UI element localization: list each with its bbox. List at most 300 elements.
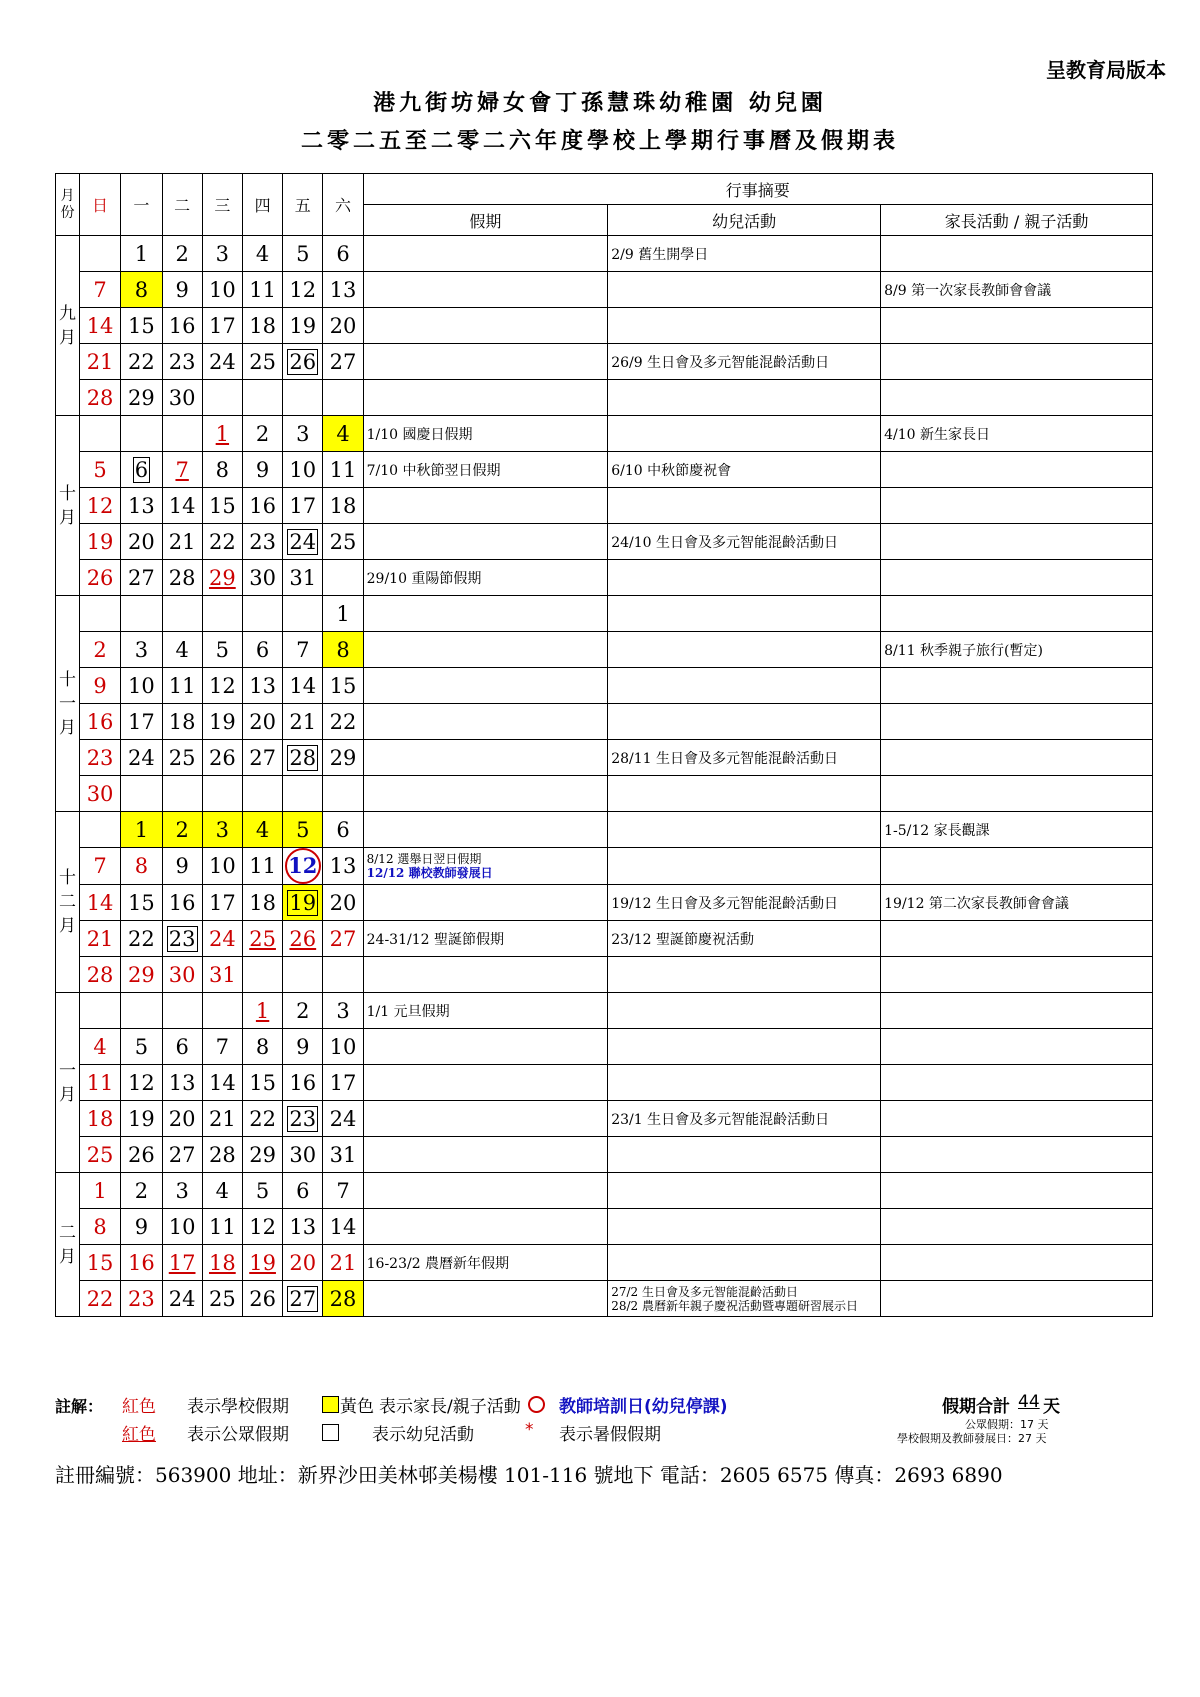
month-name: 一月 [58, 1060, 76, 1105]
parent-activity-cell [881, 344, 1153, 380]
day-cell [283, 812, 323, 848]
day-number: 29 [208, 565, 236, 590]
day-cell [121, 524, 162, 560]
day-cell [79, 380, 120, 416]
day-cell [121, 704, 162, 740]
day-number: 9 [93, 673, 107, 698]
day-cell [162, 1281, 202, 1317]
day-cell [283, 957, 323, 993]
day-number: 8 [134, 277, 149, 302]
parent-activity-cell [881, 776, 1153, 812]
day-cell [202, 1245, 242, 1281]
month-name: 二月 [58, 1222, 76, 1267]
day-number: 10 [208, 277, 236, 302]
parent-activity-cell [881, 740, 1153, 776]
day-number: 9 [175, 854, 189, 878]
legend-yellow-desc: 表示家長/親子活動 [379, 1397, 521, 1417]
month-header: 月份 [56, 174, 80, 236]
day-number: 20 [249, 709, 276, 734]
day-number: 1 [134, 817, 149, 842]
day-number: 6 [255, 637, 270, 662]
day-cell [162, 776, 202, 812]
day-number: 7 [336, 1178, 350, 1203]
week-row [56, 452, 1153, 488]
day-number: 22 [208, 529, 236, 554]
day-number: 13 [329, 854, 357, 878]
parent-activity-cell [881, 993, 1153, 1029]
day-number: 28 [208, 1142, 236, 1167]
day-cell [323, 740, 363, 776]
parent-activity-cell [881, 921, 1153, 957]
yellow-swatch-icon [322, 1394, 339, 1414]
day-number: 25 [249, 349, 276, 374]
day-cell [202, 1101, 242, 1137]
child-activity-cell [608, 1281, 881, 1317]
day-cell [323, 1209, 363, 1245]
week-row [56, 1245, 1153, 1281]
day-cell [202, 1281, 242, 1317]
day-number: 1 [134, 241, 149, 266]
child-activity-cell [608, 416, 881, 452]
week-row [56, 740, 1153, 776]
child-activity-cell [608, 488, 881, 524]
day-cell [202, 632, 242, 668]
day-cell [283, 344, 323, 380]
day-number: 14 [289, 673, 317, 698]
child-activity-text: 27/2 生日會及多元智能混齡活動日 [611, 1284, 798, 1299]
day-cell [121, 740, 162, 776]
legend-total-days: 44 [1018, 1392, 1040, 1412]
day-number: 28 [86, 385, 114, 410]
week-row [56, 632, 1153, 668]
day-number: 6 [296, 1178, 310, 1203]
day-number: 17 [329, 1070, 357, 1095]
day-cell [283, 1281, 323, 1317]
day-number: 24 [208, 349, 236, 374]
day-number: 14 [86, 313, 114, 338]
day-number: 5 [296, 241, 310, 266]
day-cell [323, 416, 363, 452]
day-cell [162, 596, 202, 632]
day-number: 1 [255, 998, 270, 1023]
child-activity-text: 23/12 聖誕節慶祝活動 [611, 931, 755, 948]
week-row [56, 380, 1153, 416]
day-cell [202, 272, 242, 308]
day-cell [323, 1173, 363, 1209]
day-cell [162, 308, 202, 344]
day-number: 10 [289, 457, 317, 482]
day-number: 27 [289, 1286, 317, 1311]
month-label [56, 416, 80, 596]
holiday-cell [363, 488, 608, 524]
day-cell [283, 848, 323, 885]
day-cell [202, 1029, 242, 1065]
holiday-cell [363, 1173, 608, 1209]
day-cell [202, 344, 242, 380]
day-cell [162, 236, 202, 272]
child-activity-cell [608, 848, 881, 885]
day-cell [79, 416, 120, 452]
parent-activity-cell [881, 524, 1153, 560]
parent-activity-cell [881, 1101, 1153, 1137]
holiday-cell [363, 1281, 608, 1317]
day-number: 10 [208, 854, 236, 878]
day-cell [202, 848, 242, 885]
day-cell [242, 236, 282, 272]
day-cell [162, 957, 202, 993]
day-cell [202, 993, 242, 1029]
day-number: 21 [289, 709, 317, 734]
day-cell [79, 1101, 120, 1137]
weekday-header: 六 [323, 174, 363, 236]
day-cell [202, 1065, 242, 1101]
day-cell [79, 308, 120, 344]
legend-red-school: 紅色 [122, 1397, 156, 1417]
month-name: 十二月 [58, 868, 76, 936]
day-number: 18 [249, 313, 276, 338]
day-number: 23 [168, 349, 196, 374]
child-activity-text: 26/9 生日會及多元智能混齡活動日 [611, 354, 830, 371]
legend-red-school-desc: 表示學校假期 [187, 1397, 289, 1417]
child-activity-cell [608, 957, 881, 993]
day-cell [283, 1245, 323, 1281]
day-cell [323, 668, 363, 704]
day-cell [323, 704, 363, 740]
day-number: 2 [175, 241, 189, 266]
day-cell [202, 885, 242, 921]
legend-red-public: 紅色 [122, 1425, 156, 1445]
week-row [56, 416, 1153, 452]
day-number: 19 [289, 890, 317, 915]
parent-activity-header: 家長活動 / 親子活動 [881, 205, 1153, 236]
day-number: 23 [128, 1286, 155, 1311]
day-number: 25 [208, 1286, 236, 1311]
day-cell [242, 1137, 282, 1173]
day-cell [79, 1065, 120, 1101]
day-cell [242, 416, 282, 452]
day-cell [79, 1173, 120, 1209]
month-name: 九月 [58, 303, 76, 348]
day-number: 19 [128, 1106, 155, 1131]
day-cell [323, 524, 363, 560]
child-activity-cell [608, 1101, 881, 1137]
day-cell [202, 488, 242, 524]
day-cell [162, 560, 202, 596]
day-cell [121, 1209, 162, 1245]
day-cell [162, 632, 202, 668]
day-number: 18 [86, 1106, 114, 1131]
week-row [56, 776, 1153, 812]
day-number: 14 [86, 890, 114, 915]
weekday-header: 一 [121, 174, 162, 236]
day-cell [121, 236, 162, 272]
day-number: 21 [208, 1106, 236, 1131]
child-activity-cell [608, 524, 881, 560]
holiday-text: 29/10 重陽節假期 [366, 570, 482, 587]
day-cell [79, 236, 120, 272]
month-label [56, 236, 80, 416]
day-cell [283, 1209, 323, 1245]
day-cell [242, 1173, 282, 1209]
day-cell [202, 1209, 242, 1245]
day-cell [242, 812, 282, 848]
week-row [56, 1029, 1153, 1065]
holiday-cell [363, 560, 608, 596]
day-cell [121, 380, 162, 416]
day-number: 27 [329, 349, 357, 374]
day-cell [121, 1029, 162, 1065]
child-activity-cell [608, 1209, 881, 1245]
day-cell [323, 921, 363, 957]
day-cell [162, 380, 202, 416]
day-number: 28 [86, 962, 114, 987]
day-number: 26 [208, 745, 236, 770]
day-cell [323, 812, 363, 848]
day-number: 7 [93, 854, 107, 878]
week-row [56, 308, 1153, 344]
holiday-text: 1/1 元旦假期 [366, 1003, 450, 1020]
day-number: 8 [93, 1214, 107, 1239]
week-row [56, 812, 1153, 848]
day-cell [202, 1173, 242, 1209]
day-cell [79, 560, 120, 596]
holiday-text: 24-31/12 聖誕節假期 [366, 931, 504, 948]
day-number: 26 [289, 926, 317, 951]
day-cell [323, 380, 363, 416]
day-cell [202, 1137, 242, 1173]
day-number: 29 [128, 385, 155, 410]
parent-activity-cell [881, 812, 1153, 848]
week-row [56, 1101, 1153, 1137]
day-cell [242, 957, 282, 993]
legend-red-public-desc: 表示公眾假期 [187, 1425, 289, 1445]
day-number: 30 [249, 565, 276, 590]
child-activity-cell [608, 1065, 881, 1101]
day-number: 29 [128, 962, 155, 987]
day-cell [242, 740, 282, 776]
day-cell [242, 380, 282, 416]
parent-activity-cell [881, 1029, 1153, 1065]
day-cell [121, 921, 162, 957]
day-cell [202, 776, 242, 812]
day-cell [242, 488, 282, 524]
day-cell [162, 344, 202, 380]
parent-activity-cell [881, 380, 1153, 416]
day-cell [283, 1101, 323, 1137]
weekday-header: 三 [202, 174, 242, 236]
day-cell [323, 236, 363, 272]
day-number: 25 [86, 1142, 114, 1167]
day-number: 4 [93, 1034, 107, 1059]
day-number: 15 [249, 1070, 276, 1095]
day-cell [202, 740, 242, 776]
week-row [56, 1209, 1153, 1245]
day-number: 12 [208, 673, 236, 698]
circle-icon [528, 1394, 545, 1414]
child-activity-cell [608, 344, 881, 380]
day-cell [79, 704, 120, 740]
day-number: 4 [255, 241, 270, 266]
holiday-cell [363, 1137, 608, 1173]
day-cell [162, 524, 202, 560]
day-cell [242, 1065, 282, 1101]
day-cell [283, 380, 323, 416]
day-number: 13 [289, 1214, 317, 1239]
day-cell [121, 668, 162, 704]
legend-public-count: 公眾假期：17 天 [965, 1418, 1049, 1431]
day-number: 12 [86, 493, 114, 518]
day-number: 10 [128, 673, 155, 698]
day-number: 20 [168, 1106, 196, 1131]
day-number: 5 [134, 1034, 149, 1059]
day-cell [121, 632, 162, 668]
week-row [56, 344, 1153, 380]
day-cell [162, 668, 202, 704]
day-cell [121, 1281, 162, 1317]
week-row [56, 1281, 1153, 1317]
day-number: 5 [255, 1178, 270, 1203]
day-number: 5 [93, 457, 107, 482]
day-number: 6 [175, 1034, 189, 1059]
day-number: 29 [329, 745, 357, 770]
day-cell [283, 560, 323, 596]
child-activity-cell [608, 272, 881, 308]
parent-activity-cell [881, 308, 1153, 344]
day-cell [323, 488, 363, 524]
child-activity-cell [608, 704, 881, 740]
day-cell [79, 993, 120, 1029]
day-number: 11 [329, 457, 357, 482]
day-number: 29 [249, 1142, 276, 1167]
day-number: 9 [175, 277, 189, 302]
day-number: 4 [215, 1178, 230, 1203]
day-cell [162, 885, 202, 921]
day-number: 22 [249, 1106, 276, 1131]
day-number: 2 [255, 421, 270, 446]
day-cell [121, 1173, 162, 1209]
child-activity-cell [608, 885, 881, 921]
day-number: 24 [128, 745, 155, 770]
day-number: 20 [289, 1250, 317, 1275]
holiday-cell [363, 380, 608, 416]
day-number: 15 [86, 1250, 114, 1275]
day-number: 23 [289, 1106, 317, 1131]
day-number: 5 [296, 817, 310, 842]
child-activity-cell [608, 632, 881, 668]
holiday-text: 7/10 中秋節翌日假期 [366, 462, 501, 479]
day-number: 13 [168, 1070, 196, 1095]
day-cell [323, 993, 363, 1029]
month-label [56, 812, 80, 993]
parent-activity-cell [881, 848, 1153, 885]
day-number: 15 [208, 493, 236, 518]
parent-activity-cell [881, 236, 1153, 272]
day-number: 7 [215, 1034, 230, 1059]
calendar-title: 二零二五至二零二六年度學校上學期行事曆及假期表 [300, 129, 899, 154]
week-row [56, 1137, 1153, 1173]
day-number: 8 [134, 854, 149, 878]
day-cell [283, 272, 323, 308]
day-cell [283, 524, 323, 560]
day-cell [79, 776, 120, 812]
child-activity-cell [608, 668, 881, 704]
day-number: 3 [296, 421, 310, 446]
day-number: 24 [208, 926, 236, 951]
week-row [56, 921, 1153, 957]
day-cell [323, 1245, 363, 1281]
day-cell [79, 596, 120, 632]
day-number: 12 [289, 277, 317, 302]
child-activity-text: 24/10 生日會及多元智能混齡活動日 [611, 534, 839, 551]
day-cell [79, 1137, 120, 1173]
parent-activity-cell [881, 1137, 1153, 1173]
day-cell [202, 668, 242, 704]
day-number: 18 [208, 1250, 236, 1275]
day-cell [162, 1137, 202, 1173]
day-cell [79, 885, 120, 921]
day-cell [242, 993, 282, 1029]
day-number: 2 [93, 637, 107, 662]
day-cell [323, 452, 363, 488]
holiday-cell [363, 848, 608, 885]
day-cell [323, 1137, 363, 1173]
day-cell [242, 308, 282, 344]
day-number: 31 [208, 962, 236, 987]
child-activity-cell [608, 740, 881, 776]
day-cell [323, 957, 363, 993]
day-cell [162, 1209, 202, 1245]
day-cell [79, 524, 120, 560]
day-cell [202, 957, 242, 993]
month-label [56, 993, 80, 1173]
day-number: 2 [175, 817, 189, 842]
day-cell [202, 921, 242, 957]
parent-activity-cell [881, 596, 1153, 632]
holiday-cell [363, 452, 608, 488]
holiday-text: 16-23/2 農曆新年假期 [366, 1255, 510, 1272]
day-cell [283, 488, 323, 524]
day-number: 15 [128, 890, 155, 915]
day-cell [283, 1029, 323, 1065]
day-number: 30 [289, 1142, 317, 1167]
holiday-cell [363, 236, 608, 272]
day-cell [79, 1209, 120, 1245]
day-number: 26 [128, 1142, 155, 1167]
day-cell [162, 1101, 202, 1137]
day-number: 16 [128, 1250, 155, 1275]
child-activity-cell [608, 1173, 881, 1209]
legend-yellow: 黃色 [340, 1397, 374, 1417]
parent-activity-cell [881, 957, 1153, 993]
day-number: 14 [168, 493, 196, 518]
holiday-cell [363, 740, 608, 776]
parent-activity-cell [881, 1065, 1153, 1101]
day-number: 26 [86, 565, 114, 590]
week-row [56, 993, 1153, 1029]
child-activity-text: 2/9 舊生開學日 [611, 246, 709, 263]
weekday-header: 二 [162, 174, 202, 236]
week-row [56, 488, 1153, 524]
day-number: 7 [93, 277, 107, 302]
holiday-cell [363, 812, 608, 848]
day-cell [283, 740, 323, 776]
day-number: 8 [255, 1034, 270, 1059]
holiday-header: 假期 [363, 205, 608, 236]
day-cell [323, 344, 363, 380]
day-cell [162, 416, 202, 452]
child-activity-cell [608, 596, 881, 632]
day-cell [242, 596, 282, 632]
